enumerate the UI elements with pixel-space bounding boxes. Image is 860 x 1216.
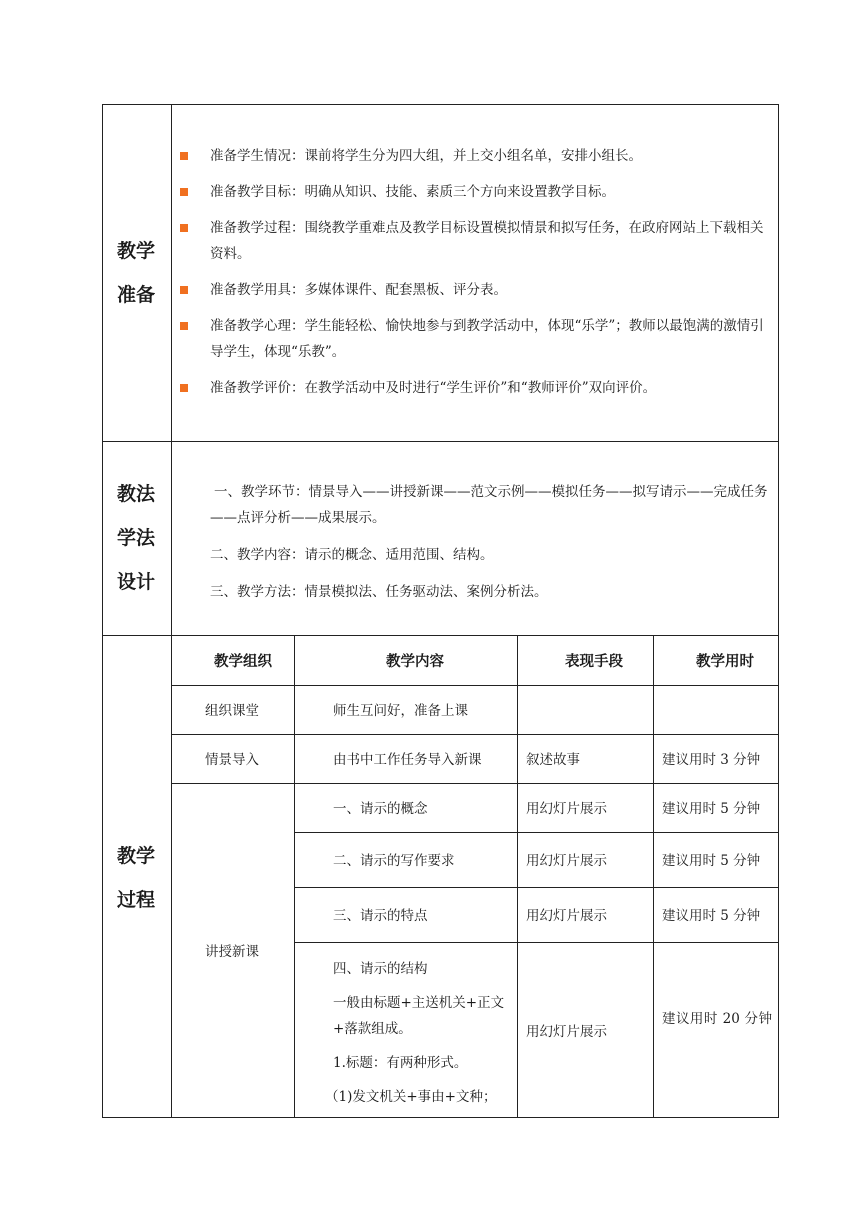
process-label-line: 过程 (116, 889, 155, 911)
preparation-item-text: 准备教学用具：多媒体课件、配套黑板、评分表。 (210, 282, 507, 298)
row-time: 建议用时 20 分钟 (662, 1011, 772, 1027)
row-means: 用幻灯片展示 (526, 853, 607, 869)
table-divider-row5 (294, 942, 779, 943)
row-organization: 组织课堂 (205, 703, 259, 719)
row-content: 师生互问好，准备上课 (333, 703, 468, 719)
preparation-item-text: 准备教学过程：围绕教学重难点及教学目标设置模拟情景和拟写任务，在政府网站上下载相关资料。 (210, 220, 764, 262)
row-time: 建议用时 5 分钟 (662, 853, 761, 869)
row-organization: 情景导入 (205, 752, 259, 768)
row-means: 用幻灯片展示 (526, 1024, 607, 1040)
table-divider-prep-design (102, 441, 779, 442)
preparation-item-text: 准备学生情况：课前将学生分为四大组，并上交小组名单，安排小组长。 (210, 148, 642, 164)
design-paragraph: 二、教学内容：请示的概念、适用范围、结构。 (210, 547, 494, 563)
structure-line: 四、请示的结构 (333, 961, 428, 977)
preparation-item (180, 313, 772, 365)
table-border-right (778, 104, 779, 1118)
row-content: 一、请示的概念 (333, 801, 428, 817)
preparation-item-text: 准备教学心理：学生能轻松、愉快地参与到教学活动中，体现“乐学”；教师以最饱满的激情引导学生，体现“乐教”。 (210, 318, 764, 360)
preparation-item-text: 准备教学目标：明确从知识、技能、素质三个方向来设置教学目标。 (210, 184, 615, 200)
design-label-line: 学法 (116, 527, 155, 549)
table-border-top (102, 104, 779, 105)
orange-square-bullet-icon (180, 286, 188, 294)
orange-square-bullet-icon (180, 384, 188, 392)
orange-square-bullet-icon (180, 224, 188, 232)
orange-square-bullet-icon (180, 152, 188, 160)
row-means: 叙述故事 (526, 752, 580, 768)
design-paragraph: 一、教学环节：情景导入——讲授新课——范文示例——模拟任务——拟写请示——完成任务——点评分析——成果展示。 (210, 484, 768, 526)
preparation-item (180, 375, 772, 401)
row-means: 用幻灯片展示 (526, 908, 607, 924)
preparation-item (180, 215, 772, 267)
preparation-list (180, 143, 772, 411)
preparation-label (102, 229, 170, 317)
header-content: 教学内容 (386, 654, 444, 670)
table-divider-means-column (517, 635, 518, 1118)
row-time: 建议用时 3 分钟 (662, 752, 761, 768)
row-time: 建议用时 5 分钟 (662, 908, 761, 924)
orange-square-bullet-icon (180, 322, 188, 330)
preparation-item (180, 179, 772, 205)
row-means: 用幻灯片展示 (526, 801, 607, 817)
structure-line: （1)发文机关+事由+文种； (325, 1089, 497, 1105)
table-divider-row1 (171, 734, 779, 735)
preparation-item (180, 277, 772, 303)
row-content: 由书中工作任务导入新课 (333, 752, 482, 768)
header-organization: 教学组织 (214, 654, 272, 670)
table-divider-time-column (653, 635, 654, 1118)
table-divider-row4 (294, 887, 779, 888)
process-label (102, 834, 170, 922)
row-content: 二、请示的写作要求 (333, 853, 455, 869)
design-content (210, 479, 772, 616)
table-divider-content-column (294, 635, 295, 1118)
preparation-item (180, 143, 772, 169)
header-time: 教学用时 (696, 654, 754, 670)
preparation-label-line: 教学 (116, 240, 155, 262)
table-divider-label-column (171, 104, 172, 1118)
row-time: 建议用时 5 分钟 (662, 801, 761, 817)
row-content: 三、请示的特点 (333, 908, 428, 924)
design-label-line: 教法 (116, 483, 155, 505)
preparation-label-line: 准备 (116, 284, 155, 306)
table-divider-header (171, 685, 779, 686)
header-means: 表现手段 (565, 654, 623, 670)
orange-square-bullet-icon (180, 188, 188, 196)
table-divider-row3 (294, 832, 779, 833)
structure-line: 一般由标题+主送机关+正文+落款组成。 (333, 995, 505, 1037)
row-content-structure (325, 956, 515, 1118)
design-paragraph: 三、教学方法：情景模拟法、任务驱动法、案例分析法。 (210, 584, 548, 600)
table-divider-design-process (102, 635, 779, 636)
process-label-line: 教学 (116, 845, 155, 867)
structure-line: 1.标题：有两种形式。 (333, 1055, 468, 1071)
design-label (102, 472, 170, 604)
table-divider-row2 (171, 783, 779, 784)
design-label-line: 设计 (116, 571, 155, 593)
preparation-item-text: 准备教学评价：在教学活动中及时进行“学生评价”和“教师评价”双向评价。 (210, 380, 657, 396)
row-organization-merged: 讲授新课 (205, 944, 259, 960)
